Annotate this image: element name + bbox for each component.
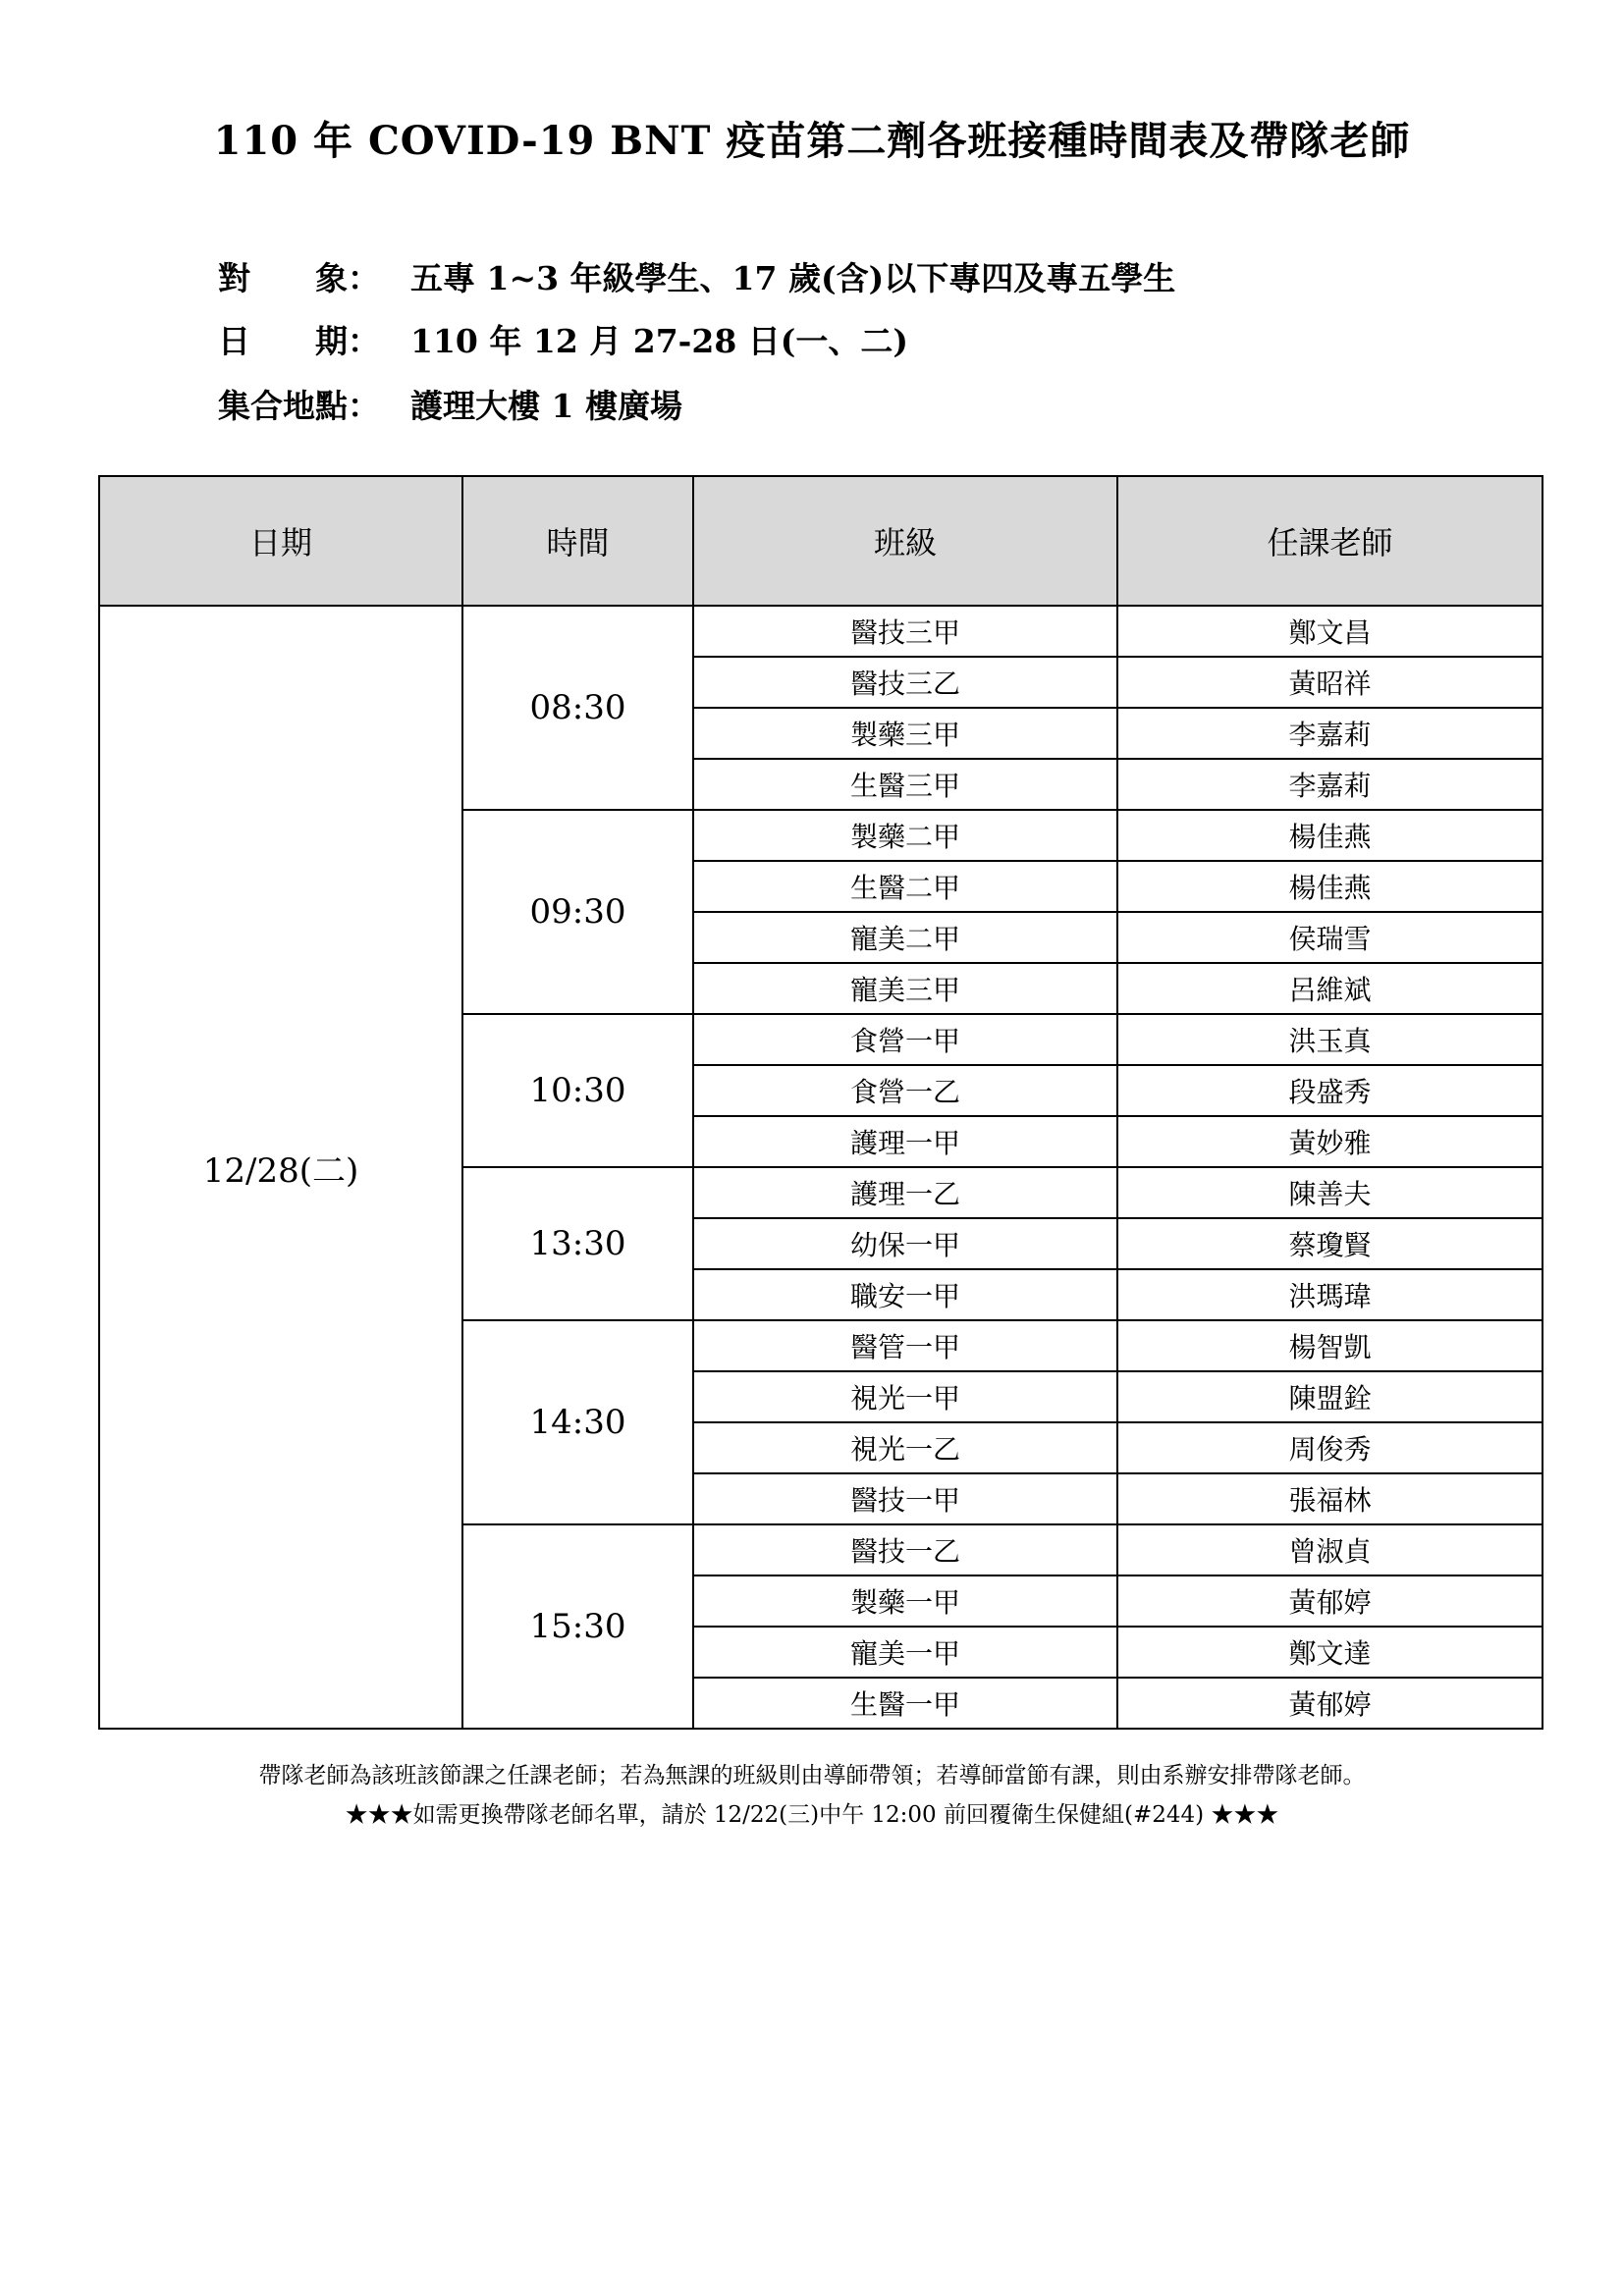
teacher-cell: 楊佳燕 [1117,861,1543,912]
class-cell: 寵美二甲 [693,912,1117,963]
class-cell: 生醫三甲 [693,759,1117,810]
info-target-value: 五專 1~3 年級學生、17 歲(含)以下專四及專五學生 [410,259,1176,297]
class-cell: 醫技一甲 [693,1473,1117,1524]
class-cell: 幼保一甲 [693,1218,1117,1269]
teacher-cell: 鄭文昌 [1117,606,1543,657]
teacher-cell: 陳善夫 [1117,1167,1543,1218]
class-cell: 食營一甲 [693,1014,1117,1065]
class-cell: 生醫一甲 [693,1678,1117,1729]
class-cell: 護理一乙 [693,1167,1117,1218]
table-body [99,606,1543,1729]
time-cell: 09:30 [462,810,693,1014]
time-cell: 15:30 [462,1524,693,1729]
teacher-cell: 黃昭祥 [1117,657,1543,708]
teacher-cell: 楊智凱 [1117,1320,1543,1371]
page-title: 110 年 COVID-19 BNT 疫苗第二劑各班接種時間表及帶隊老師 [213,118,1411,164]
class-cell: 護理一甲 [693,1116,1117,1167]
note-change-deadline: ★★★如需更換帶隊老師名單，請於 12/22(三)中午 12:00 前回覆衛生保健組(#244) ★★★ [345,1802,1279,1828]
teacher-cell: 呂維斌 [1117,963,1543,1014]
info-location-label: 集合地點： [218,387,380,425]
table-row [99,606,1543,657]
time-cell: 14:30 [462,1320,693,1524]
teacher-cell: 鄭文達 [1117,1627,1543,1678]
class-cell: 寵美三甲 [693,963,1117,1014]
class-cell: 視光一甲 [693,1371,1117,1422]
teacher-cell: 黃郁婷 [1117,1678,1543,1729]
teacher-cell: 段盛秀 [1117,1065,1543,1116]
class-cell: 職安一甲 [693,1269,1117,1320]
class-cell: 製藥二甲 [693,810,1117,861]
table-header-row [99,476,1543,606]
info-location-value: 護理大樓 1 樓廣場 [410,387,682,425]
class-cell: 醫技三乙 [693,657,1117,708]
header-time: 時間 [462,476,693,606]
teacher-cell: 李嘉莉 [1117,759,1543,810]
teacher-cell: 蔡瓊賢 [1117,1218,1543,1269]
class-cell: 生醫二甲 [693,861,1117,912]
class-cell: 醫技三甲 [693,606,1117,657]
teacher-cell: 陳盟銓 [1117,1371,1543,1422]
info-date-value: 110 年 12 月 27-28 日(一、二) [410,322,909,360]
teacher-cell: 楊佳燕 [1117,810,1543,861]
teacher-cell: 張福林 [1117,1473,1543,1524]
info-location [218,381,682,427]
time-cell: 08:30 [462,606,693,810]
header-date: 日期 [99,476,462,606]
time-cell: 13:30 [462,1167,693,1320]
class-cell: 醫技一乙 [693,1524,1117,1575]
teacher-cell: 黃妙雅 [1117,1116,1543,1167]
teacher-cell: 黃郁婷 [1117,1575,1543,1627]
class-cell: 製藥一甲 [693,1575,1117,1627]
note-teacher-rule: 帶隊老師為該班該節課之任課老師；若為無課的班級則由導師帶領；若導師當節有課，則由系辦安排帶隊老師。 [258,1763,1366,1789]
class-cell: 視光一乙 [693,1422,1117,1473]
class-cell: 醫管一甲 [693,1320,1117,1371]
info-target [218,253,1175,299]
time-cell: 10:30 [462,1014,693,1167]
info-date [218,316,908,362]
teacher-cell: 侯瑞雪 [1117,912,1543,963]
teacher-cell: 周俊秀 [1117,1422,1543,1473]
teacher-cell: 李嘉莉 [1117,708,1543,759]
schedule-table [98,475,1543,1730]
header-teacher: 任課老師 [1117,476,1543,606]
class-cell: 寵美一甲 [693,1627,1117,1678]
teacher-cell: 曾淑貞 [1117,1524,1543,1575]
teacher-cell: 洪玉真 [1117,1014,1543,1065]
class-cell: 食營一乙 [693,1065,1117,1116]
class-cell: 製藥三甲 [693,708,1117,759]
date-cell: 12/28(二) [99,606,462,1729]
info-date-label: 日 期： [218,322,380,360]
header-class: 班級 [693,476,1117,606]
info-target-label: 對 象： [218,259,380,297]
teacher-cell: 洪瑪瑋 [1117,1269,1543,1320]
